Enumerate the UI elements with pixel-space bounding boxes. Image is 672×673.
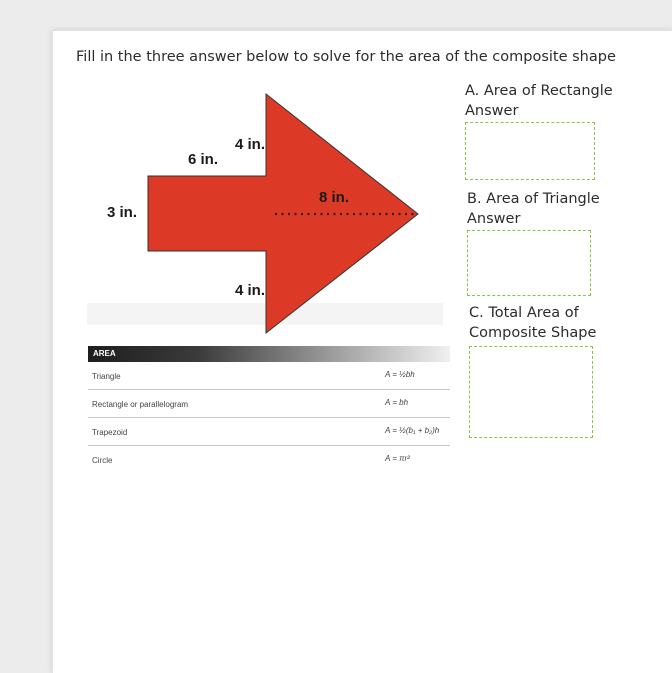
question-b-label: B. Area of Triangle Answer [467,191,600,227]
row-name: Circle [92,456,113,465]
table-row [88,446,450,473]
label-bottom-4-in: 4 in. [235,282,266,299]
label-3-in: 3 in. [107,204,138,221]
question-a-label: A. Area of Rectangle Answer [465,83,613,119]
row-name: Trapezoid [92,428,128,437]
composite-shape-figure [87,83,447,345]
row-formula: A = πr² [385,454,410,463]
area-table-header: AREA [88,346,450,362]
answer-input-c[interactable] [469,346,593,438]
row-formula: A = bh [385,398,409,407]
question-c-label: C. Total Area of Composite Shape [469,305,597,341]
label-8-in: 8 in. [319,189,350,206]
answer-input-a[interactable] [465,122,595,180]
table-row [88,362,450,390]
table-row [88,390,450,418]
row-name: Rectangle or parallelogram [92,400,189,409]
answer-input-b[interactable] [467,230,591,296]
row-formula: A = ½bh [385,370,415,379]
instruction-text: Fill in the three answer below to solve for the area of the composite shape [76,49,616,65]
table-row [88,418,450,446]
question-card [52,30,672,673]
area-formula-table [88,346,450,473]
label-top-4-in: 4 in. [235,136,266,153]
row-formula: A = ½(b₁ + b₂)h [385,426,440,435]
label-6-in: 6 in. [188,151,219,168]
arrow-shape-svg [87,83,447,345]
row-name: Triangle [92,372,121,381]
